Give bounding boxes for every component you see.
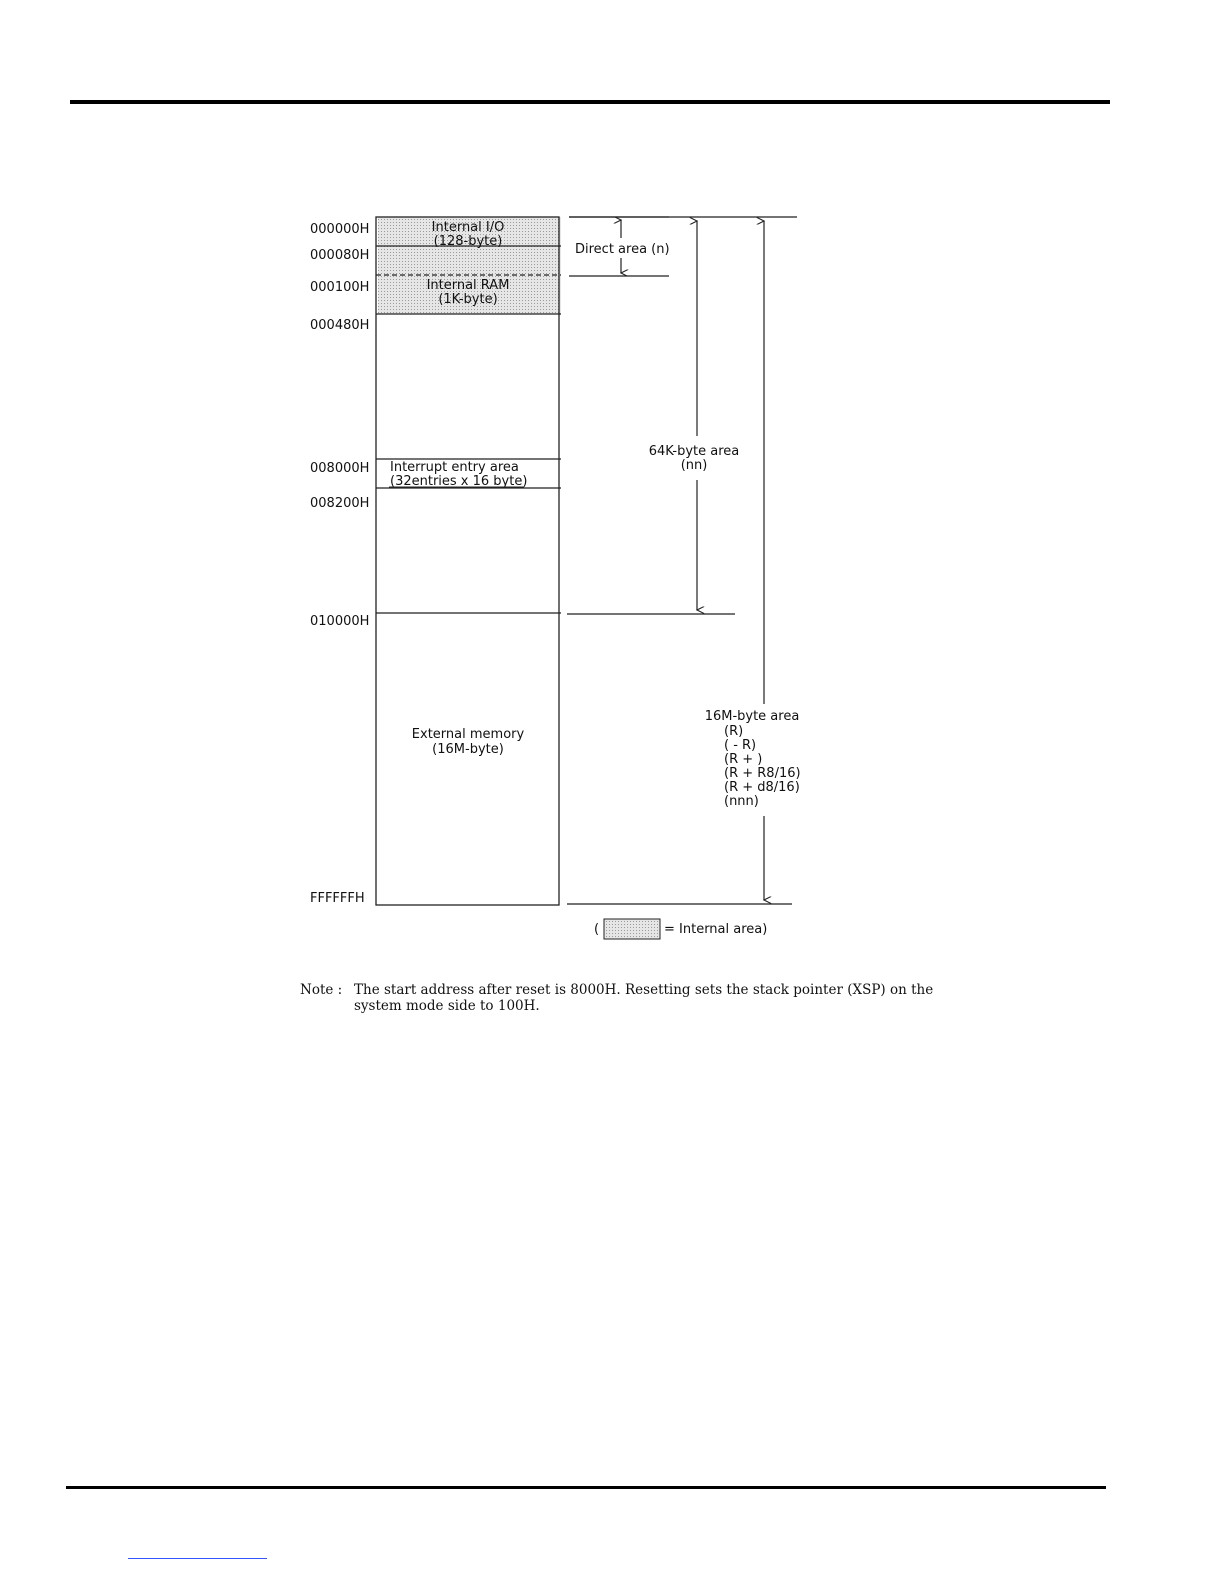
footer-link-underline[interactable]: [128, 1558, 267, 1559]
m16-mode-post-inc: (R + ): [724, 752, 763, 767]
legend-open-paren: (: [594, 922, 600, 937]
legend-text: = Internal area): [664, 922, 768, 937]
internal-io-size: (128-byte): [433, 234, 503, 249]
address-010000: 010000H: [310, 614, 370, 629]
address-000000: 000000H: [310, 222, 370, 237]
m16-mode-r-d8: (R + d8/16): [724, 780, 800, 795]
external-memory-size: (16M-byte): [432, 742, 504, 757]
address-000080: 000080H: [310, 248, 370, 263]
interrupt-area-label: Interrupt entry area: [390, 460, 519, 475]
note-text: The start address after reset is 8000H. Resetting sets the stack pointer (XSP) on the system mode side to 100H.: [354, 982, 934, 1014]
address-008200: 008200H: [310, 496, 370, 511]
note-label: Note :: [300, 982, 343, 998]
address-ffffff: FFFFFFH: [310, 891, 365, 906]
interrupt-area-size: (32entries x 16 byte): [390, 474, 528, 489]
direct-area-label: Direct area (n): [575, 242, 670, 257]
m16-mode-r: (R): [724, 724, 744, 739]
address-008000: 008000H: [310, 461, 370, 476]
k64-area-mode: (nn): [680, 458, 708, 473]
m16-mode-pre-dec: ( - R): [724, 738, 757, 753]
internal-io-label: Internal I/O: [431, 220, 505, 235]
k64-area-label: 64K-byte area: [648, 444, 740, 459]
m16-mode-nnn: (nnn): [724, 794, 759, 809]
memory-column: [376, 217, 559, 905]
address-000100: 000100H: [310, 280, 370, 295]
m16-area-label: 16M-byte area: [704, 709, 800, 724]
internal-ram-size: (1K-byte): [438, 292, 498, 307]
m16-mode-r-r8: (R + R8/16): [724, 766, 801, 781]
address-000480: 000480H: [310, 318, 370, 333]
internal-ram-label: Internal RAM: [426, 278, 510, 293]
external-memory-label: External memory: [411, 727, 525, 742]
legend-swatch: [604, 919, 660, 939]
